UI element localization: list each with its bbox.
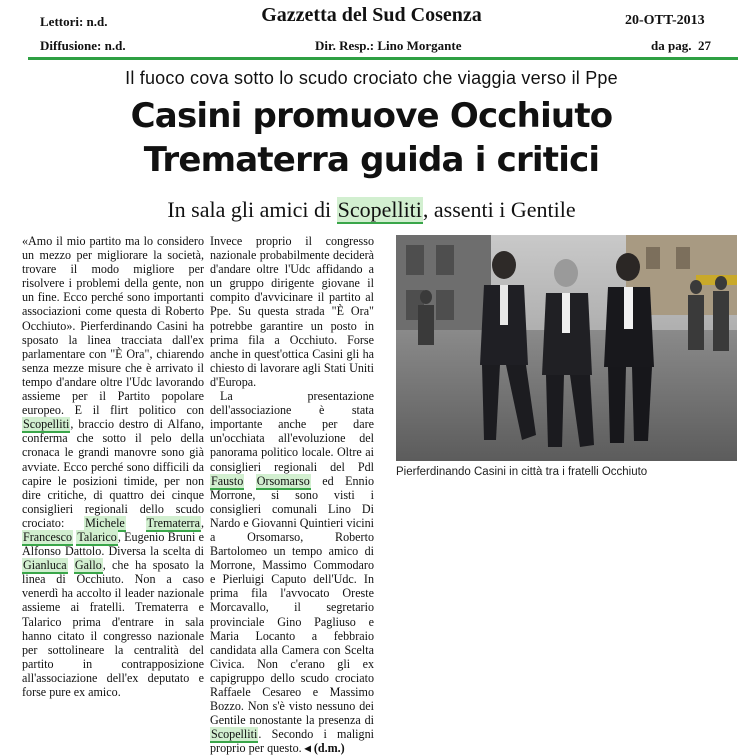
highlighted-name: Orsomarso — [256, 473, 310, 488]
column-2-paragraph-1: Invece proprio il congresso nazionale probabilmente deciderà d'andare oltre l'Udc affidando a un gruppo dirigente giovane il compito d'avvicinare il partito al Ppe. Su questa strada "È Ora" potrebbe garantire un posto in prima fila a Occhiuto. Forse anche in quest'ottica Casini gli ha chiesto di lavorare agli Stati Uniti d'Europa. — [210, 234, 374, 389]
highlighted-name: Gianluca — [23, 558, 67, 573]
highlighted-name: Talarico — [77, 529, 117, 544]
article-column-2 — [210, 234, 374, 755]
header-rule — [28, 57, 738, 60]
highlighted-name: Trematerra — [146, 515, 200, 530]
highlighted-name: Scopelliti — [211, 727, 258, 742]
subhead-text-end: , assenti i Gentile — [422, 197, 576, 222]
page-reference: da pag. 27 — [651, 38, 711, 53]
article-column-1 — [22, 234, 204, 699]
circulation-label: Diffusione: n.d. — [40, 38, 126, 53]
director-label: Dir. Resp.: — [315, 38, 375, 53]
body-text: , braccio destro di Alfano, conferma che sotto il pelo della cronaca le grandi manovre sono già avviate. Ecco perché sono difficili da capire le posizioni timide, per non dire critiche, di quattro dei cinque consiglieri regionali dello scudo crociato: — [22, 417, 204, 530]
body-text: . Secondo i maligni proprio per questo. — [210, 727, 374, 755]
highlighted-name: Scopelliti — [23, 417, 70, 432]
subhead-text: In sala gli amici di — [167, 197, 337, 222]
column-2-paragraph-2 — [210, 389, 374, 755]
highlighted-name: Michele — [85, 515, 125, 530]
body-text — [244, 474, 255, 488]
highlighted-name: Fausto — [211, 473, 244, 488]
body-text: La presentazione dell'associazione è stata importante anche per dare un'occhiata all'evoluzione del panorama politico locale. Oltre ai consiglieri regionali del Pdl — [210, 389, 374, 474]
issue-date: 20-OTT-2013 — [625, 13, 705, 28]
subheadline — [0, 197, 743, 223]
body-text: , — [200, 515, 204, 530]
body-text: , Eugenio Bruni e Alfonso Dattolo. Diversa la scelta di — [22, 529, 205, 559]
readers-label: Lettori: n.d. — [40, 14, 108, 29]
director-name: Lino Morgante — [377, 38, 462, 53]
publication-title: Gazzetta del Sud Cosenza — [261, 4, 482, 26]
director-line — [315, 38, 462, 54]
kicker: Il fuoco cova sotto lo scudo crociato che viaggia verso il Ppe — [125, 68, 618, 88]
body-text — [68, 558, 74, 572]
subhead-highlight: Scopelliti — [337, 197, 422, 222]
headline-line-2: Trematerra guida i critici — [143, 140, 600, 180]
news-photo — [396, 235, 737, 461]
headline-line-1: Casini promuove Occhiuto — [130, 96, 613, 136]
author-signature: ◂ (d.m.) — [304, 741, 345, 755]
photo-caption: Pierferdinando Casini in città tra i fratelli Occhiuto — [396, 466, 648, 478]
photo-illustration — [396, 235, 737, 461]
highlighted-name: Gallo — [74, 558, 102, 573]
body-text — [126, 516, 146, 530]
body-text: «Amo il mio partito ma lo considero un mezzo per migliorare la società, trovare il modo migliore per risolvere i problemi della gente, non un fine. Ecco perché sono importanti associazioni come questa di Roberto Occhiuto». Pierferdinando Casini ha sposato la linea tracciata dall'ex parlamentare con "È Ora", chiarendo senza mezze misure che è arrivato il tempo d'andare oltre l'Udc lavorando assieme per il Partito popolare europeo. E il flirt politico con — [22, 234, 204, 418]
highlighted-name: Francesco — [23, 529, 73, 544]
body-text: , che ha sposato la linea di Occhiuto. Non a caso venerdì ha accolto il leader nazionale assieme ai fratelli. Trematerra e Talarico prima d'entrare in sala hanno citato il congresso nazionale per sottolineare la centralità del partito in contrapposizione all'associazione dell'ex deputato e forse pure ex amico. — [22, 558, 204, 699]
body-text: ed Ennio Morrone, si sono visti i consiglieri comunali Lino Di Nardo e Giovanni Quintieri vicini a Orsomarso, Roberto Bartolomeo un tempo amico di Morrone, Massimo Commodaro e Pierluigi Caputo dell'Udc. In prima fila l'avvocato Oreste Morcavallo, il segretario provinciale Gino Pagliuso e Maria Locanto a febbraio candidata alla Camera con Scelta Civica. Non c'erano gli ex capigruppo dello scudo crociato Raffaele Cesareo e Massimo Bozzo. Non s'è visto nessuno dei Gentile nonostante la presenza di — [210, 473, 374, 728]
column-1-paragraph — [22, 234, 204, 699]
